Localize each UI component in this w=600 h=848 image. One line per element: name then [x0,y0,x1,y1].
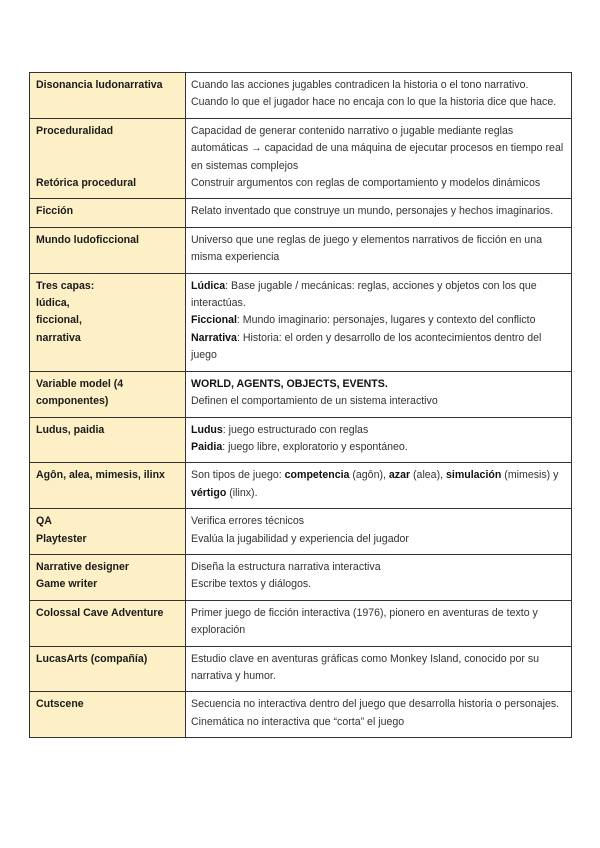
definition-text: Secuencia no interactiva dentro del juego que desarrolla historia o personajes. [191,698,560,711]
definition-cell [186,118,572,199]
definition-item [191,312,565,329]
definition-cell [186,646,572,692]
term-label: Proceduralidad [36,124,114,137]
term-cell [30,554,186,600]
definition-text: Definen el comportamiento de un sistema interactivo [191,395,438,408]
term-cell [30,227,186,273]
term-label: Playtester [36,532,87,545]
item-label: Lúdica [191,279,226,292]
term-label: Tres capas: [36,279,95,292]
term-label: QA [36,515,52,528]
table-row [30,371,572,417]
term-label: Ludus, paidia [36,423,105,436]
definition-item [191,278,565,313]
term-cell [30,371,186,417]
table-row [30,417,572,463]
definition-cell [186,600,572,646]
item-text: : Mundo imaginario: personajes, lugares y contexto del conflicto [236,314,536,327]
definition-text: Relato inventado que construye un mundo, personajes y hechos imaginarios. [191,205,554,218]
table-row [30,199,572,227]
term-cell [30,118,186,199]
rich-segment: (mimesis) y [501,469,559,482]
definition-item [191,330,565,365]
term-cell [30,692,186,738]
definition-text: Evalúa la jugabilidad y experiencia del jugador [191,532,409,545]
table-row [30,227,572,273]
definition-item [191,422,565,439]
table-row [30,600,572,646]
definition-text: Universo que une reglas de juego y elementos narrativos de ficción en una misma experiencia [191,233,542,264]
term-label: Retórica procedural [36,177,137,189]
rich-segment: (ilinx). [226,486,258,499]
rich-segment-bold: simulación [446,469,502,482]
definition-cell [186,692,572,738]
table-row [30,73,572,119]
item-text: : juego libre, exploratorio y espontáneo. [222,440,408,453]
item-label: Ficcional [191,314,237,327]
item-label: Ludus [191,423,223,436]
item-label: Narrativa [191,331,237,344]
term-label: Variable model (4 componentes) [36,377,124,408]
definition-text: Primer juego de ficción interactiva (1976), pionero en aventuras de texto y exploración [191,606,538,637]
definition-cell [186,199,572,227]
table-row [30,554,572,600]
rich-segment: (agôn), [349,469,389,482]
term-cell [30,417,186,463]
term-label: Mundo ludoficcional [36,233,139,246]
term-cell [30,273,186,371]
table-row [30,646,572,692]
definition-heading: WORLD, AGENTS, OBJECTS, EVENTS. [191,377,388,390]
definition-text: Construir argumentos con reglas de comportamiento y modelos dinámicos [191,177,541,190]
term-label: Game writer [36,578,98,591]
item-text: : Historia: el orden y desarrollo de los acontecimientos dentro del juego [191,331,542,362]
term-cell [30,600,186,646]
term-label: lúdica, [36,297,70,310]
term-cell [30,509,186,555]
term-cell [30,463,186,509]
definition-text: Diseña la estructura narrativa interactiva [191,560,381,573]
item-text: : juego estructurado con reglas [222,423,369,436]
term-cell [30,73,186,119]
term-label: ficcional, [36,314,82,327]
term-label: Narrative designer [36,560,130,573]
glossary-page [29,72,572,738]
definition-text: Verifica errores técnicos [191,515,305,528]
definition-cell [186,273,572,371]
rich-segment-bold: vértigo [191,486,227,499]
term-label: LucasArts (compañía) [36,652,148,665]
definition-text: Estudio clave en aventuras gráficas como Monkey Island, conocido por su narrativa y humor. [191,652,540,682]
definition-item [191,439,565,456]
item-label: Paidia [191,440,223,453]
item-text: : Base jugable / mecánicas: reglas, acciones y objetos con los que interactúas. [191,279,537,310]
term-cell [30,199,186,227]
definition-cell [186,417,572,463]
table-row [30,273,572,371]
rich-segment-bold: competencia [284,469,350,482]
definition-cell [186,227,572,273]
definition-cell [186,554,572,600]
definition-text [191,467,565,502]
definition-cell [186,371,572,417]
definition-text: Escribe textos y diálogos. [191,578,312,591]
definition-text: Cuando las acciones jugables contradicen la historia o el tono narrativo. [191,79,529,91]
definition-cell [186,73,572,119]
term-label: Ficción [36,205,74,218]
term-label: Disonancia ludonarrativa [36,79,163,91]
term-label: Colossal Cave Adventure [36,606,164,619]
definition-text: Cinemática no interactiva que “corta” el juego [191,715,405,728]
rich-segment: Son tipos de juego: [191,469,285,482]
definition-cell [186,463,572,509]
term-label: Cutscene [36,698,84,711]
term-label: narrativa [36,331,81,344]
table-row [30,509,572,555]
definition-text: Capacidad de generar contenido narrativo o jugable mediante reglas automáticas → capacidad de una máquina de ejecutar procesos en tiempo real en sistemas complejos [191,124,564,172]
table-row [30,463,572,509]
rich-segment-bold: azar [388,469,411,482]
definition-text: Cuando lo que el jugador hace no encaja con lo que la historia dice que hace. [191,96,557,109]
term-label: Agôn, alea, mimesis, ilinx [36,469,165,482]
term-cell [30,646,186,692]
table-row [30,118,572,199]
glossary-table [29,72,572,738]
table-row [30,692,572,738]
definition-cell [186,509,572,555]
rich-segment: (alea), [410,469,446,482]
